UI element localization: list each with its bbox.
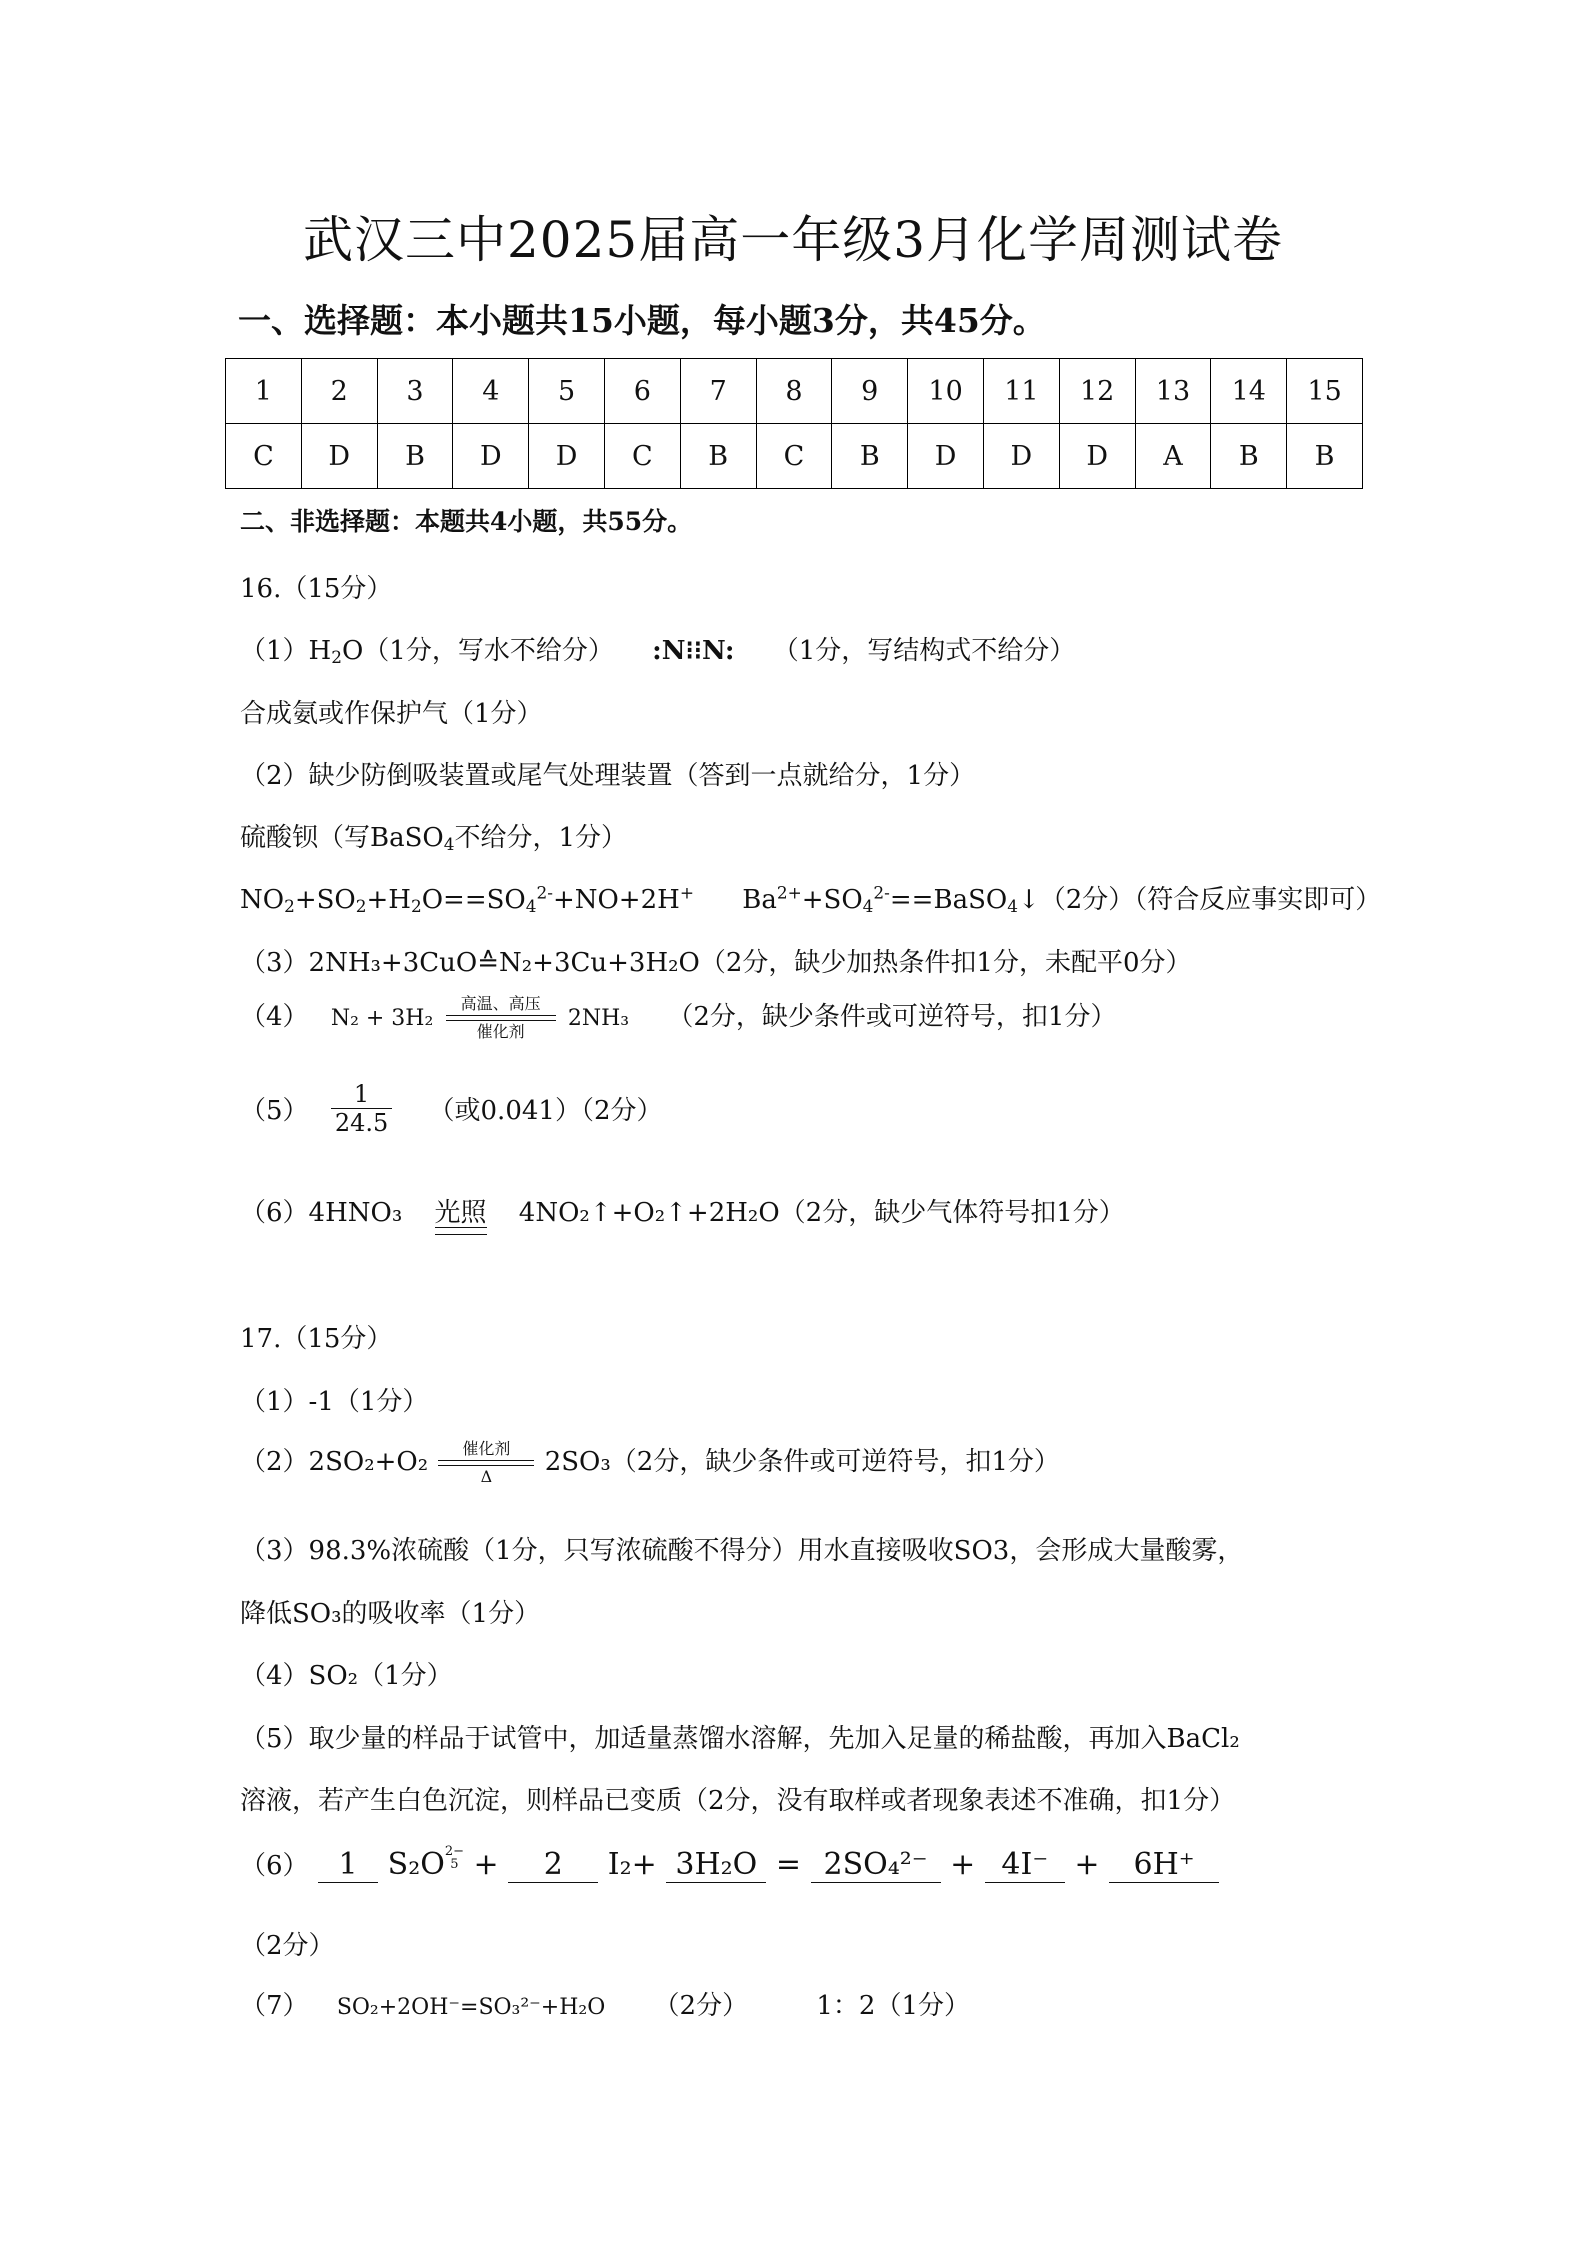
question-number-cell: 6 <box>604 359 680 424</box>
question-number-cell: 5 <box>529 359 605 424</box>
q17-part6-score: （2分） <box>240 1931 335 1961</box>
reversible-arrow: 高温、高压 催化剂 <box>446 995 556 1041</box>
question-number-cell: 7 <box>680 359 756 424</box>
answer-cell: D <box>908 424 984 489</box>
q17-part2: （2）2SO₂+O₂ 催化剂 Δ 2SO₃（2分，缺少条件或可逆符号，扣1分） <box>240 1439 1060 1486</box>
q16-part2: （2）缺少防倒吸装置或尾气处理装置（答到一点就给分，1分） <box>240 761 976 791</box>
answer-cell: B <box>832 424 908 489</box>
question-number-cell: 14 <box>1211 359 1287 424</box>
answer-row <box>226 424 1363 489</box>
q17-part1: （1）-1（1分） <box>240 1387 429 1417</box>
answer-cell: C <box>756 424 832 489</box>
q16-part3: （3）2NH₃+3CuO≙N₂+3Cu+3H₂O（2分，缺少加热条件扣1分，未配平0分） <box>240 948 1192 978</box>
answer-cell: D <box>983 424 1059 489</box>
question-number-cell: 2 <box>301 359 377 424</box>
q16-part5: （5） $\frac{1}{24.5}$ （或0.041）（2分） <box>240 1080 663 1137</box>
answer-table <box>225 358 1363 489</box>
answer-cell: A <box>1135 424 1211 489</box>
q16-part4: （4） N₂ + 3H₂ 高温、高压 催化剂 2NH₃ （2分，缺少条件或可逆符号，扣1分） <box>240 994 1117 1041</box>
answer-cell: D <box>1059 424 1135 489</box>
q16-part6: （6）4HNO₃ 光照 4NO₂↑+O₂↑+2H₂O（2分，缺少气体符号扣1分） <box>240 1192 1125 1229</box>
question-number-cell: 9 <box>832 359 908 424</box>
question-number-cell: 12 <box>1059 359 1135 424</box>
light-condition: 光照 <box>435 1192 487 1229</box>
q17-part4: （4）SO₂（1分） <box>240 1661 453 1691</box>
q17-heading: 17.（15分） <box>240 1324 393 1354</box>
reversible-arrow: 催化剂 Δ <box>438 1440 534 1486</box>
q16-heading: 16.（15分） <box>240 574 393 604</box>
page-title: 武汉三中2025届高一年级3月化学周测试卷 <box>302 211 1284 269</box>
answer-cell: B <box>680 424 756 489</box>
answer-cell: B <box>1211 424 1287 489</box>
answer-cell: D <box>529 424 605 489</box>
q17-part3-line1: （3）98.3%浓硫酸（1分，只写浓硫酸不得分）用水直接吸收SO3，会形成大量酸雾， <box>240 1536 1244 1566</box>
answer-cell: B <box>1287 424 1363 489</box>
q17-part3-line2: 降低SO₃的吸收率（1分） <box>240 1599 541 1629</box>
question-number-cell: 3 <box>377 359 453 424</box>
fraction: $\frac{1}{24.5}$ <box>331 1080 392 1137</box>
answer-cell: D <box>453 424 529 489</box>
answer-cell: B <box>377 424 453 489</box>
question-number-cell: 15 <box>1287 359 1363 424</box>
question-number-cell: 13 <box>1135 359 1211 424</box>
q16-part2-precipitate: 硫酸钡（写BaSO$_4$不给分，1分） <box>240 823 628 855</box>
question-number-cell: 11 <box>983 359 1059 424</box>
q16-part2-equations: $NO_2+SO_2+H_2O==SO_4^{2-}+NO+2H^+$ $Ba^{2+}+SO_4^{2-}==BaSO_4↓(2$分）（符合反应事实即可） <box>240 882 1382 917</box>
question-number-cell: 10 <box>908 359 984 424</box>
q16-part1-use: 合成氨或作保护气（1分） <box>240 699 543 729</box>
question-number-cell: 1 <box>226 359 302 424</box>
answer-cell: D <box>301 424 377 489</box>
section-2-heading: 二、非选择题：本题共4小题，共55分。 <box>240 507 693 536</box>
nitrogen-electron-formula: :N⁝⁝N: <box>652 636 735 666</box>
q17-part7: （7） SO₂+2OH⁻=SO₃²⁻+H₂O （2分） 1：2（1分） <box>240 1991 970 2021</box>
q17-part5-line2: 溶液，若产生白色沉淀，则样品已变质（2分，没有取样或者现象表述不准确，扣1分） <box>240 1786 1236 1816</box>
answer-cell: C <box>604 424 680 489</box>
section-1-heading: 一、选择题：本小题共15小题，每小题3分，共45分。 <box>238 301 1046 340</box>
q17-part5-line1: （5）取少量的样品于试管中，加适量蒸馏水溶解，先加入足量的稀盐酸，再加入BaCl₂ <box>240 1724 1240 1754</box>
answer-cell: C <box>226 424 302 489</box>
question-number-cell: 4 <box>453 359 529 424</box>
q17-part6-equation: （6） 1 S₂O 2− 5 + 2 I₂+ 3H₂O = 2SO₄²⁻ + 4I⁻ + 6H⁺ <box>240 1845 1219 1883</box>
q16-part1: $(1)H_2O(1$分，写水不给分） :N⁝⁝N: （1分，写结构式不给分） <box>240 636 1076 668</box>
question-number-row <box>226 359 1363 424</box>
question-number-cell: 8 <box>756 359 832 424</box>
